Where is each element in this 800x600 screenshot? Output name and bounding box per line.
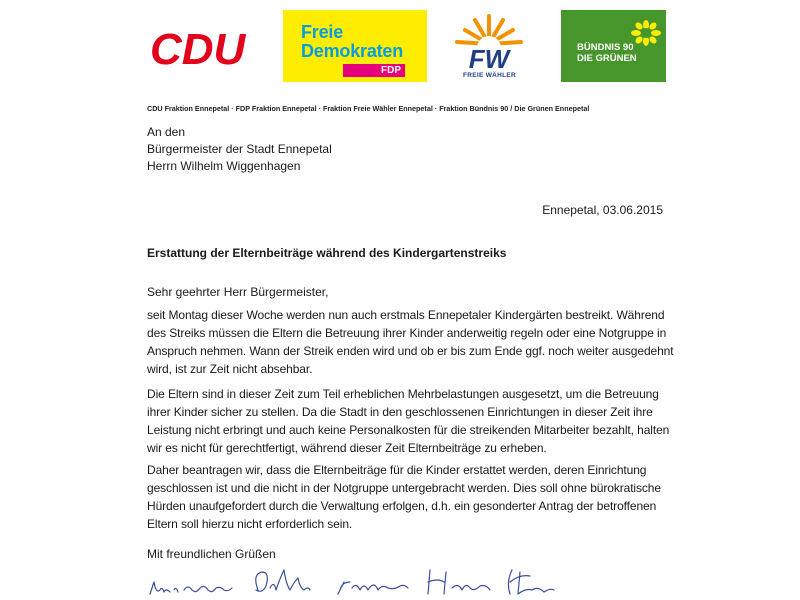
date-line: Ennepetal, 03.06.2015	[542, 203, 663, 217]
gruene-logo-text: BÜNDNIS 90 DIE GRÜNEN	[577, 42, 637, 64]
signature-1	[150, 582, 232, 594]
gruene-logo	[561, 10, 666, 82]
recipient-line: Bürgermeister der Stadt Ennepetal	[147, 142, 332, 156]
salutation: Sehr geehrter Herr Bürgermeister,	[147, 285, 329, 299]
svg-text:CDU: CDU	[150, 26, 246, 70]
fdp-logo-line2: Demokraten	[301, 41, 404, 61]
recipient-address	[147, 124, 332, 175]
signatures	[140, 560, 700, 600]
subject-line: Erstattung der Elternbeiträge während des Kindergartenstreiks	[147, 246, 507, 260]
recipient-line: An den	[147, 125, 186, 139]
cdu-logo	[148, 26, 266, 70]
fw-logo	[447, 10, 532, 82]
fdp-logo-box: FDP	[343, 64, 405, 77]
factions-line: CDU Fraktion Ennepetal · FDP Fraktion Ennepetal · Fraktion Freie Wähler Ennepetal · Fraktion Bündnis 90 / Die Grünen Ennepetal	[147, 104, 590, 113]
fdp-logo	[283, 10, 427, 82]
body-paragraph: seit Montag dieser Woche werden nun auch erstmals Ennepetaler Kindergärten bestreikt. Während des Streiks müssen die Eltern die Betreuung ihrer Kinder anderweitig regeln oder eine Notgruppe in Anspruch nehmen. Wann der Streik enden wird und ob er bis zum Ende ggf. noch weiter ausgedehnt wird, ist zur Zeit nicht absehbar.	[147, 308, 674, 376]
svg-text:FW: FW	[468, 44, 510, 72]
fdp-logo-line1: Freie	[301, 22, 344, 42]
recipient-line: Herrn Wilhelm Wiggenhagen	[147, 159, 301, 173]
closing-line: Mit freundlichen Grüßen	[147, 547, 276, 561]
signature-2	[256, 570, 310, 591]
signature-5	[508, 570, 554, 594]
signature-4	[428, 570, 490, 594]
body-paragraph: Die Eltern sind in dieser Zeit zum Teil erheblichen Mehrbelastungen ausgesetzt, um die Betreuung ihrer Kinder sicher zu stellen. Da die Stadt in den geschlossenen Einrichtungen in dieser Zeit ihre Leistung nicht erbringt und auch keine Personalkosten für die streikenden Mitarbeiter bezahlt, halten wir es nicht für gerechtfertigt, während dieser Zeit Elternbeiträge zu erheben.	[147, 387, 670, 455]
fw-logo-subtitle: FREIE WÄHLER	[462, 72, 517, 79]
body-paragraph: Daher beantragen wir, dass die Elternbeiträge für die Kinder erstattet werden, deren Einrichtung geschlossen ist und die nicht in der Notgruppe untergebracht werden. Dies soll ohne bürokratische Hürden unaufgefordert durch die Verwaltung erfolgen, d.h. ein gesonderter Antrag der betroffenen Eltern soll hierzu nicht erforderlich sein.	[147, 463, 661, 531]
signature-3	[338, 582, 408, 594]
